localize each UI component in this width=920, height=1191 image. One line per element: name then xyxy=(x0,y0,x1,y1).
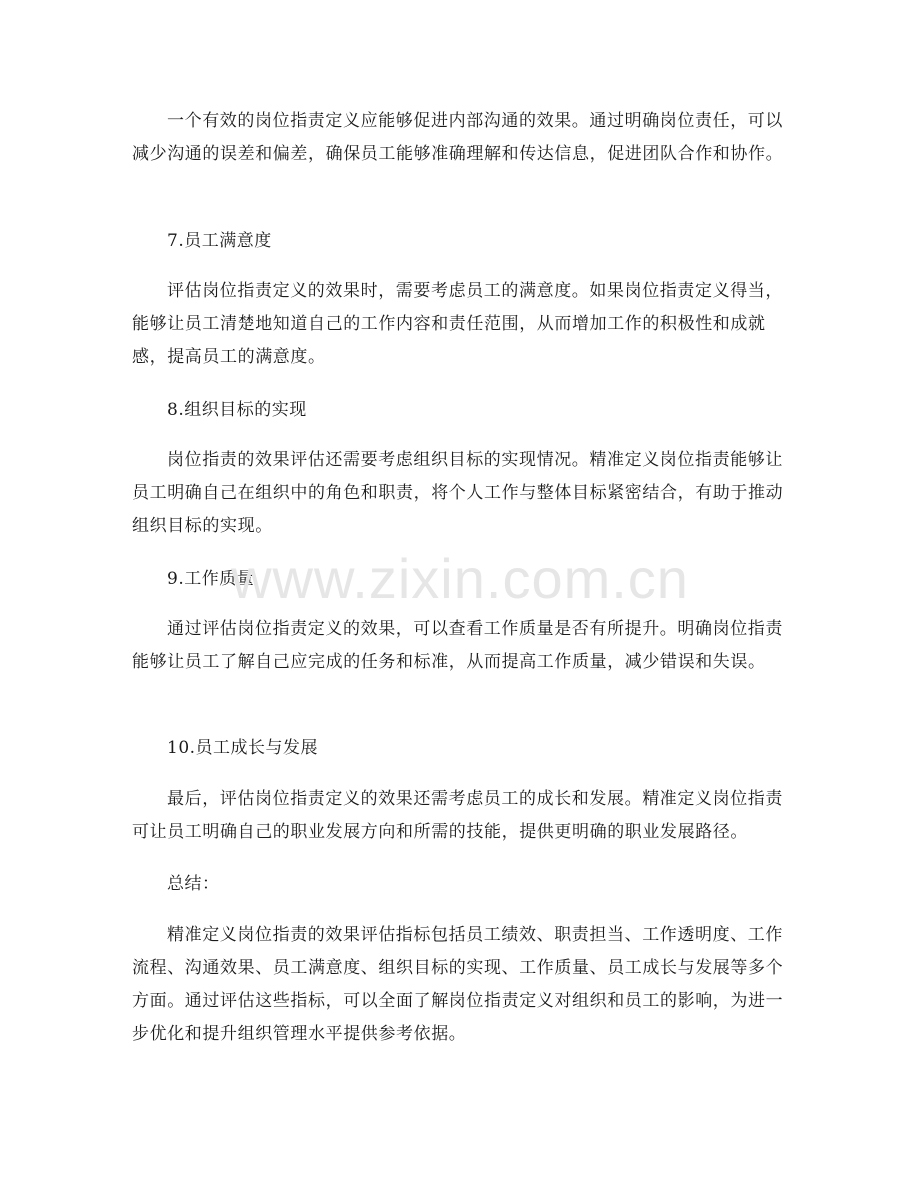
section-heading-7: 7.员工满意度 xyxy=(167,231,272,251)
paragraph-8: 岗位指责的效果评估还需要考虑组织目标的实现情况。精准定义岗位指责能够让员工明确自己在组织中的角色和职责，将个人工作与整体目标紧密结合，有助于推动组织目标的实现。 xyxy=(132,450,784,536)
section-heading-9: 9.工作质量 xyxy=(167,569,255,589)
paragraph-communication: 一个有效的岗位指责定义应能够促进内部沟通的效果。通过明确岗位责任，可以减少沟通的误差和偏差，确保员工能够准确理解和传达信息，促进团队合作和协作。 xyxy=(132,111,784,164)
paragraph-7: 评估岗位指责定义的效果时，需要考虑员工的满意度。如果岗位指责定义得当，能够让员工清楚地知道自己的工作内容和责任范围，从而增加工作的积极性和成就感，提高员工的满意度。 xyxy=(132,281,783,367)
paragraph-9: 通过评估岗位指责定义的效果，可以查看工作质量是否有所提升。明确岗位指责能够让员工了解自己应完成的任务和标准，从而提高工作质量，减少错误和失误。 xyxy=(132,619,783,672)
summary-heading: 总结： xyxy=(167,874,220,894)
section-heading-10: 10.员工成长与发展 xyxy=(167,738,319,758)
section-heading-8: 8.组织目标的实现 xyxy=(167,400,307,420)
watermark: www.zixin.com.cn xyxy=(231,547,689,610)
summary-paragraph: 精准定义岗位指责的效果评估指标包括员工绩效、职责担当、工作透明度、工作流程、沟通效果、员工满意度、组织目标的实现、工作质量、员工成长与发展等多个方面。通过评估这些指标，可以全面了解岗位指责定义对组织和员工的影响，为进一步优化和提升组织管理水平提供参考依据。 xyxy=(132,925,784,1044)
paragraph-10: 最后，评估岗位指责定义的效果还需考虑员工的成长和发展。精准定义岗位指责可让员工明确自己的职业发展方向和所需的技能，提供更明确的职业发展路径。 xyxy=(132,789,783,842)
